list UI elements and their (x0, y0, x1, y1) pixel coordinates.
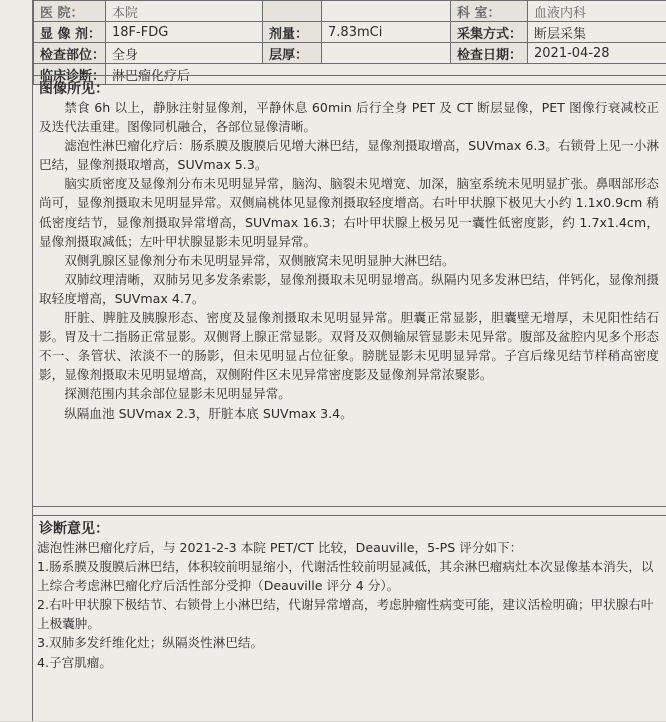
hospital-value: 本院 (106, 1, 263, 22)
findings-paragraph: 禁食 6h 以上，静脉注射显像剂，平静休息 60min 后行全身 PET 及 CT 断层显像，PET 图像行衰减校正及迭代法重建。图像同机融合，各部位显像清晰。 (39, 98, 659, 136)
diagnosis-item: 2.右叶甲状腺下极结节、右锁骨上小淋巴结，代谢异常增高，考虑肿瘤性病变可能，建议活检明确；甲状腺右叶上极囊肿。 (37, 595, 659, 633)
slice-thickness-value (322, 43, 451, 64)
diagnosis-intro: 滤泡性淋巴瘤化疗后，与 2021-2-3 本院 PET/CT 比较，Deauville，5-PS 评分如下： (37, 538, 659, 557)
exam-site-value: 全身 (106, 43, 263, 64)
tracer-label: 显 像 剂： (34, 22, 106, 43)
diagnosis-item: 1.肠系膜及腹膜后淋巴结，体积较前明显缩小，代谢活性较前明显减低，其余淋巴瘤病灶本次显像基本消失，以上综合考虑淋巴瘤化疗后活性部分受抑（Deauville 评分 4 分）。 (37, 557, 659, 595)
dose-label: 剂量： (263, 22, 322, 43)
findings-paragraph: 脑实质密度及显像剂分布未见明显异常，脑沟、脑裂未见增宽、加深，脑室系统未见明显扩张。鼻咽部形态尚可，显像剂摄取未见明显异常。双侧扁桃体见显像剂摄取轻度增高。右叶甲状腺下极见大小约 1.1x0.9cm 稍低密度结节，显像剂摄取异常增高，SUVmax 16.3；右叶甲状腺上极另见一囊性低密度影，约 1.7x1.4cm，显像剂摄取减低；左叶甲状腺显影未见明显异常。 (39, 174, 659, 250)
clinical-diagnosis-label: 临床诊断： (34, 64, 106, 85)
findings-paragraph: 双肺纹理清晰，双肺另见多发条索影，显像剂摄取未见明显增高。纵隔内见多发淋巴结，伴钙化，显像剂摄取轻度增高，SUVmax 4.7。 (39, 270, 659, 308)
exam-date-value: 2021-04-28 (528, 43, 666, 64)
report-sheet (32, 0, 666, 721)
header-row-exam (34, 43, 666, 64)
hospital-spacer-2 (322, 1, 451, 22)
header-row-tracer (34, 22, 666, 43)
department-label: 科 室： (451, 1, 528, 22)
findings-paragraph: 肝脏、脾脏及胰腺形态、密度及显像剂摄取未见明显异常。胆囊正常显影，胆囊壁无增厚，未见阳性结石影。胃及十二指肠正常显影。双侧肾上腺正常显影。双肾及双侧输尿管显影未见异常。腹部及盆腔内见多个形态不一、条管状、浓淡不一的肠影，但未见明显占位征象。膀胱显影未见明显异常。子宫后缘见结节样稍高密度影，显像剂摄取未见明显增高，双侧附件区未见异常密度影及显像剂异常浓聚影。 (39, 308, 659, 384)
findings-title: 图像所见： (39, 78, 666, 98)
header-row-hospital (34, 1, 666, 22)
diagnosis-item: 3.双肺多发纤维化灶；纵隔炎性淋巴结。 (37, 633, 659, 652)
slice-thickness-label: 层厚： (263, 43, 322, 64)
tracer-value: 18F-FDG (106, 22, 263, 43)
exam-site-label: 检查部位： (34, 43, 106, 64)
findings-paragraph: 探测范围内其余部位显影未见明显异常。 (39, 384, 659, 403)
findings-paragraph: 滤泡性淋巴瘤化疗后：肠系膜及腹膜后见增大淋巴结，显像剂摄取增高，SUVmax 6.3。右锁骨上见一小淋巴结，显像剂摄取增高，SUVmax 5.3。 (39, 136, 659, 174)
dose-value: 7.83mCi (322, 22, 451, 43)
department-value: 血液内科 (528, 1, 666, 22)
findings-paragraph: 双侧乳腺区显像剂分布未见明显异常，双侧腋窝未见明显肿大淋巴结。 (39, 251, 659, 270)
clinical-diagnosis-value: 淋巴瘤化疗后 (106, 64, 666, 85)
acquisition-value: 断层采集 (528, 22, 666, 43)
exam-date-label: 检查日期： (451, 43, 528, 64)
report-header-grid (33, 0, 666, 85)
acquisition-label: 采集方式： (451, 22, 528, 43)
findings-paragraph: 纵隔血池 SUVmax 2.3，肝脏本底 SUVmax 3.4。 (39, 404, 659, 423)
diagnosis-title: 诊断意见： (39, 518, 666, 538)
findings-section (33, 75, 666, 507)
hospital-spacer (263, 1, 322, 22)
hospital-label: 医 院： (34, 1, 106, 22)
diagnosis-section (33, 515, 666, 722)
diagnosis-item: 4.子宫肌瘤。 (37, 653, 659, 672)
